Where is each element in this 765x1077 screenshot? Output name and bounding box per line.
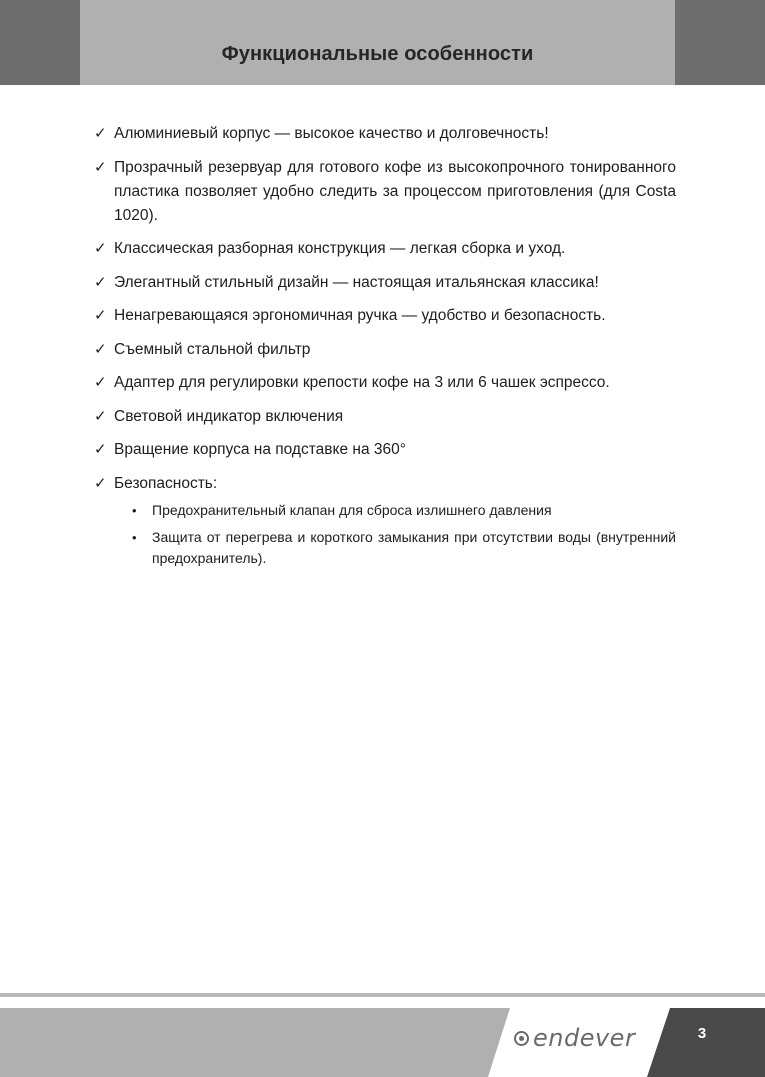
feature-text: Световой индикатор включения [114, 407, 344, 425]
feature-text: Ненагревающаяся эргономичная ручка — удобство и безопасность. [114, 307, 606, 324]
page-number: 3 [697, 1025, 707, 1042]
page-footer [0, 1008, 765, 1077]
feature-text: Прозрачный резервуар для готового кофе из высокопрочного тонированного пластика позволяет удобно следить за процессом приготовления (для Costa 1020). [114, 158, 676, 224]
feature-text: Съемный стальной фильтр [114, 340, 311, 358]
feature-item-classic-design [94, 237, 676, 261]
bullet-icon: • [132, 529, 137, 545]
feature-item-transparent-reservoir [94, 156, 676, 228]
feature-text: Классическая разборная конструкция — легкая сборка и уход. [114, 240, 566, 257]
page-header [0, 0, 765, 85]
feature-item-elegant-style [94, 271, 676, 295]
feature-item-handle [94, 304, 676, 328]
brand-logo [514, 1018, 635, 1058]
check-icon: ✓ [94, 273, 107, 291]
safety-text: Предохранительный клапан для сброса излишнего давления [152, 501, 552, 518]
check-icon: ✓ [94, 158, 107, 176]
feature-text: Алюминиевый корпус — высокое качество и долговечность! [114, 125, 549, 142]
feature-item-power-indicator [94, 405, 676, 429]
safety-item-overheat-protection [114, 527, 676, 569]
check-icon: ✓ [94, 374, 107, 391]
safety-text: Защита от перегрева и короткого замыкания при отсутствии воды (внутренний предохранитель). [152, 528, 676, 566]
feature-item-rotation [94, 438, 676, 462]
check-icon: ✓ [94, 340, 107, 358]
feature-item-steel-filter [94, 338, 676, 362]
features-section [94, 122, 676, 578]
brand-name: endever [533, 1024, 636, 1052]
bullet-icon: • [132, 502, 137, 518]
safety-sublist [114, 500, 676, 569]
check-icon: ✓ [94, 240, 107, 257]
footer-divider [0, 993, 765, 997]
brand-mark-icon [514, 1031, 529, 1046]
feature-item-safety [94, 472, 676, 569]
check-icon: ✓ [94, 407, 107, 425]
feature-item-aluminum-body [94, 122, 676, 146]
footer-light-band [0, 1008, 510, 1077]
feature-item-strength-adapter [94, 371, 676, 395]
check-icon: ✓ [94, 307, 107, 324]
footer-background [0, 1008, 765, 1077]
header-left-block [0, 0, 80, 85]
safety-item-pressure-valve [114, 500, 676, 521]
feature-text: Адаптер для регулировки крепости кофе на 3 или 6 чашек эспрессо. [114, 374, 610, 391]
header-right-block [675, 0, 765, 85]
feature-text: Элегантный стильный дизайн — настоящая итальянская классика! [114, 273, 599, 291]
feature-text: Вращение корпуса на подставке на 360° [114, 441, 406, 458]
check-icon: ✓ [94, 474, 107, 492]
page-title: Функциональные особенности [221, 43, 534, 65]
features-list [94, 122, 676, 569]
feature-text: Безопасность: [114, 474, 218, 492]
check-icon: ✓ [94, 441, 107, 458]
check-icon: ✓ [94, 125, 107, 142]
